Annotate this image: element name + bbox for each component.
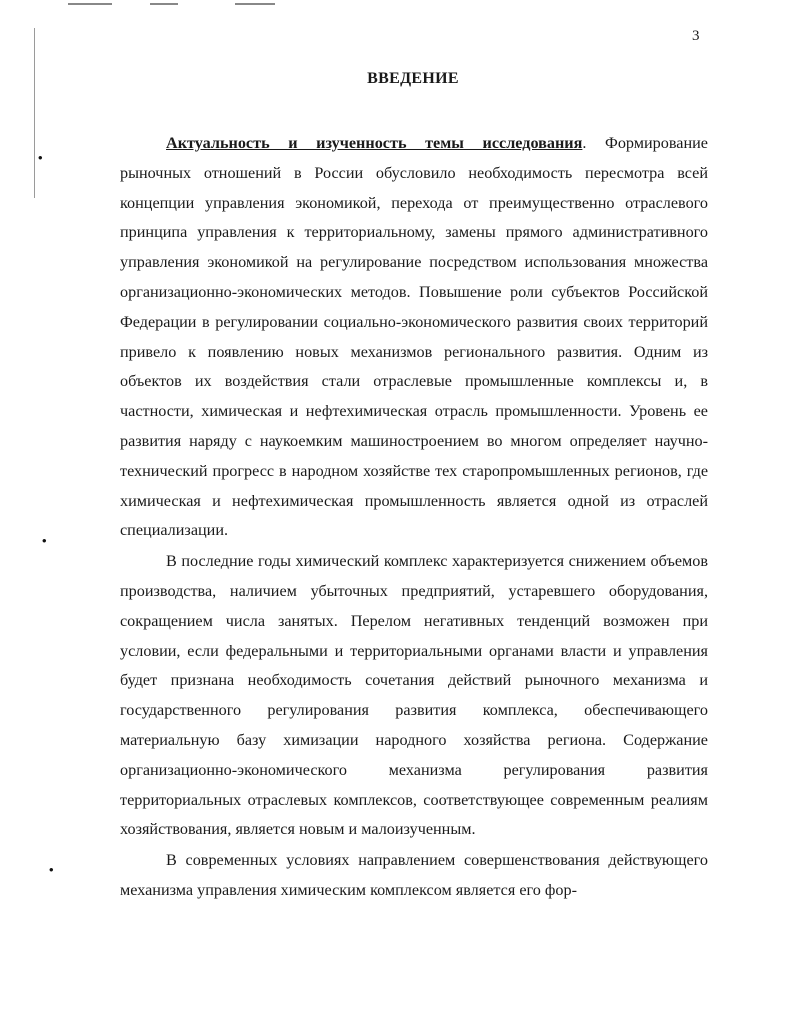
binding-hole-mark: • <box>38 150 43 165</box>
paragraph <box>120 129 708 546</box>
page-number: 3 <box>692 28 700 44</box>
scan-artifact-top <box>235 3 275 5</box>
scan-artifact-top <box>68 3 112 5</box>
binding-hole-mark: • <box>49 862 54 877</box>
body-text <box>120 129 708 907</box>
paragraph-lead: Актуальность и изученность темы исследования <box>166 134 583 152</box>
scan-artifact-top <box>150 3 178 5</box>
paragraph-text: . Формирование рыночных отношений в России обусловило необходимость пересмотра всей концепции управления экономикой, перехода от преимущественно отраслевого принципа управления к территориальному, замены прямого административного управления экономикой на регулирование посредством использования множества организационно-экономических методов. Повышение роли субъектов Российской Федерации в регулировании социально-экономического развития своих территорий привело к появлению новых механизмов регионального развития. Одним из объектов их воздействия стали отраслевые промышленные комплексы и, в частности, химическая и нефтехимическая отрасль промышленности. Уровень ее развития наряду с наукоемким машиностроением во многом определяет научно-технический прогресс в народном хозяйстве тех старопромышленных регионов, где химическая и нефтехимическая промышленность является одной из отраслей специализации. <box>120 134 708 540</box>
scan-binding-edge <box>34 28 35 198</box>
binding-hole-mark: • <box>42 533 47 548</box>
paragraph: В современных условиях направлением совершенствования действующего механизма управления химическим комплексом является его фор- <box>120 851 708 899</box>
section-title: ВВЕДЕНИЕ <box>367 70 459 87</box>
paragraph: В последние годы химический комплекс характеризуется снижением объемов производства, наличием убыточных предприятий, устаревшего оборудования, сокращением числа занятых. Перелом негативных тенденций возможен при условии, если федеральными и территориальными органами власти и управления будет признана необходимость сочетания действий рыночного механизма и государственного регулирования развития комплекса, обеспечивающего материальную базу химизации народного хозяйства региона. Содержание организационно-экономического механизма регулирования развития территориальных отраслевых комплексов, соответствующее современным реалиям хозяйствования, является новым и малоизученным. <box>120 552 708 839</box>
